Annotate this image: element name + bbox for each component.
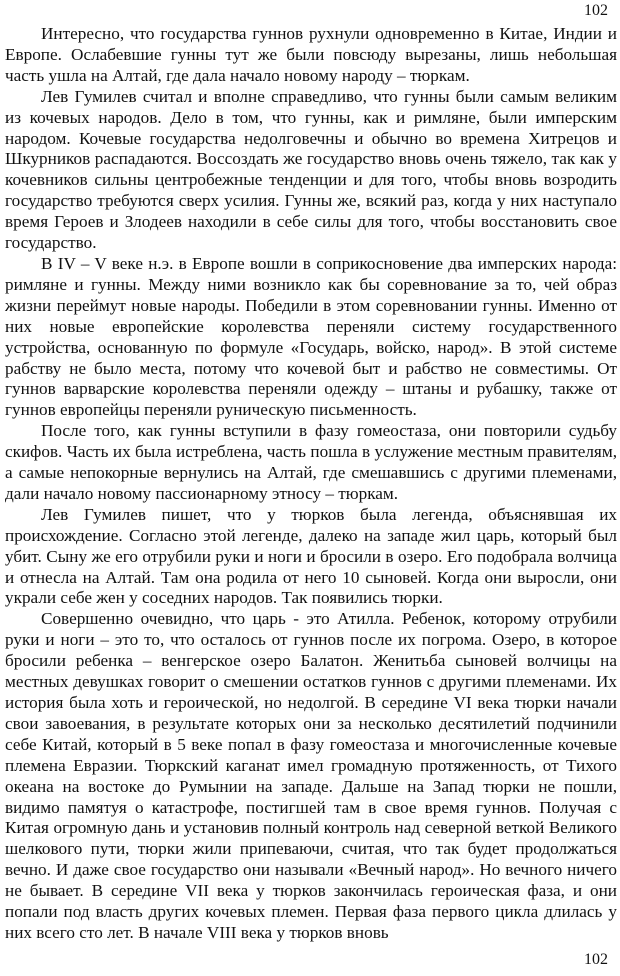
page-number-top: 102	[584, 2, 608, 19]
paragraph-2: Лев Гумилев считал и вполне справедливо, что гунны были самым великим из кочевых народов. Дело в том, что гунны, как и римляне, были имперским народом. Кочевые государства недолговечны и обычно во времена Хитрецов и Шкурников распадаются. Воссоздать же государство вновь очень тяжело, так как у кочевников сильны центробежные тенденции и для того, чтобы вновь возродить государство требуются сверх усилия. Гунны же, всякий раз, когда у них наступало время Героев и Злодеев находили в себе силы для того, чтобы восстановить свое государство.	[5, 86, 617, 253]
page-number-bottom: 102	[584, 951, 608, 968]
paragraph-6: Совершенно очевидно, что царь - это Атилла. Ребенок, которому отрубили руки и ноги – это то, что осталось от гуннов после их погрома. Озеро, в которое бросили ребенка – венгерское озеро Балатон. Женитьба сыновей волчицы на местных девушках говорит о смешении остатков гуннов с другими племенами. Их история была хоть и героической, но недолгой. В середине VI века тюрки начали свои завоевания, в результате которых они за несколько десятилетий подчинили себе Китай, который в 5 веке попал в фазу гомеостаза и многочисленные кочевые племена Евразии. Тюркский каганат имел громадную протяженность, от Тихого океана на востоке до Румынии на западе. Дальше на Запад тюрки не пошли, видимо памятуя о катастрофе, постигшей там в свое время гуннов. Получая с Китая огромную дань и установив полный контроль над северной веткой Великого шелкового пути, тюрки жили припеваючи, считая, что так будет продолжаться вечно. И даже свое государство они называли «Вечный народ». Но вечного ничего не бывает. В середине VII века у тюрков закончилась героическая фаза, и они попали под власть других кочевых племен. Первая фаза первого цикла длилась у них всего сто лет. В начале VIII века у тюрков вновь	[5, 609, 617, 942]
paragraph-5: Лев Гумилев пишет, что у тюрков была легенда, объяснявшая их происхождение. Согласно этой легенде, далеко на западе жил царь, который был убит. Сыну же его отрубили руки и ноги и бросили в озеро. Его подобрала волчица и отнесла на Алтай. Там она родила от него 10 сыновей. Когда они выросли, они украли себе жен у соседних народов. Так появились тюрки.	[5, 504, 617, 608]
paragraph-1: Интересно, что государства гуннов рухнули одновременно в Китае, Индии и Европе. Ослабевшие гунны тут же были повсюду вырезаны, лишь небольшая часть ушла на Алтай, где дала начало новому народу – тюркам.	[5, 24, 617, 85]
paragraph-4: После того, как гунны вступили в фазу гомеостаза, они повторили судьбу скифов. Часть их была истреблена, часть пошла в услужение местным правителям, а самые непокорные вернулись на Алтай, где смешавшись с другими племенами, дали начало новому пассионарному этносу – тюркам.	[5, 421, 617, 503]
paragraph-3: В IV – V веке н.э. в Европе вошли в соприкосновение два имперских народа: римляне и гунны. Между ними возникло как бы соревнование за то, чей образ жизни переймут новые народы. Победили в этом соревновании гунны. Именно от них новые европейские королевства переняли систему государственного устройства, основанную по формуле «Государь, войско, народ». В этой системе рабству не было места, потому что кочевой быт и рабство не совместимы. От гуннов варварские королевства переняли одежду – штаны и рубашку, также от гуннов европейцы переняли руническую письменность.	[5, 253, 617, 420]
body-text	[5, 24, 617, 944]
